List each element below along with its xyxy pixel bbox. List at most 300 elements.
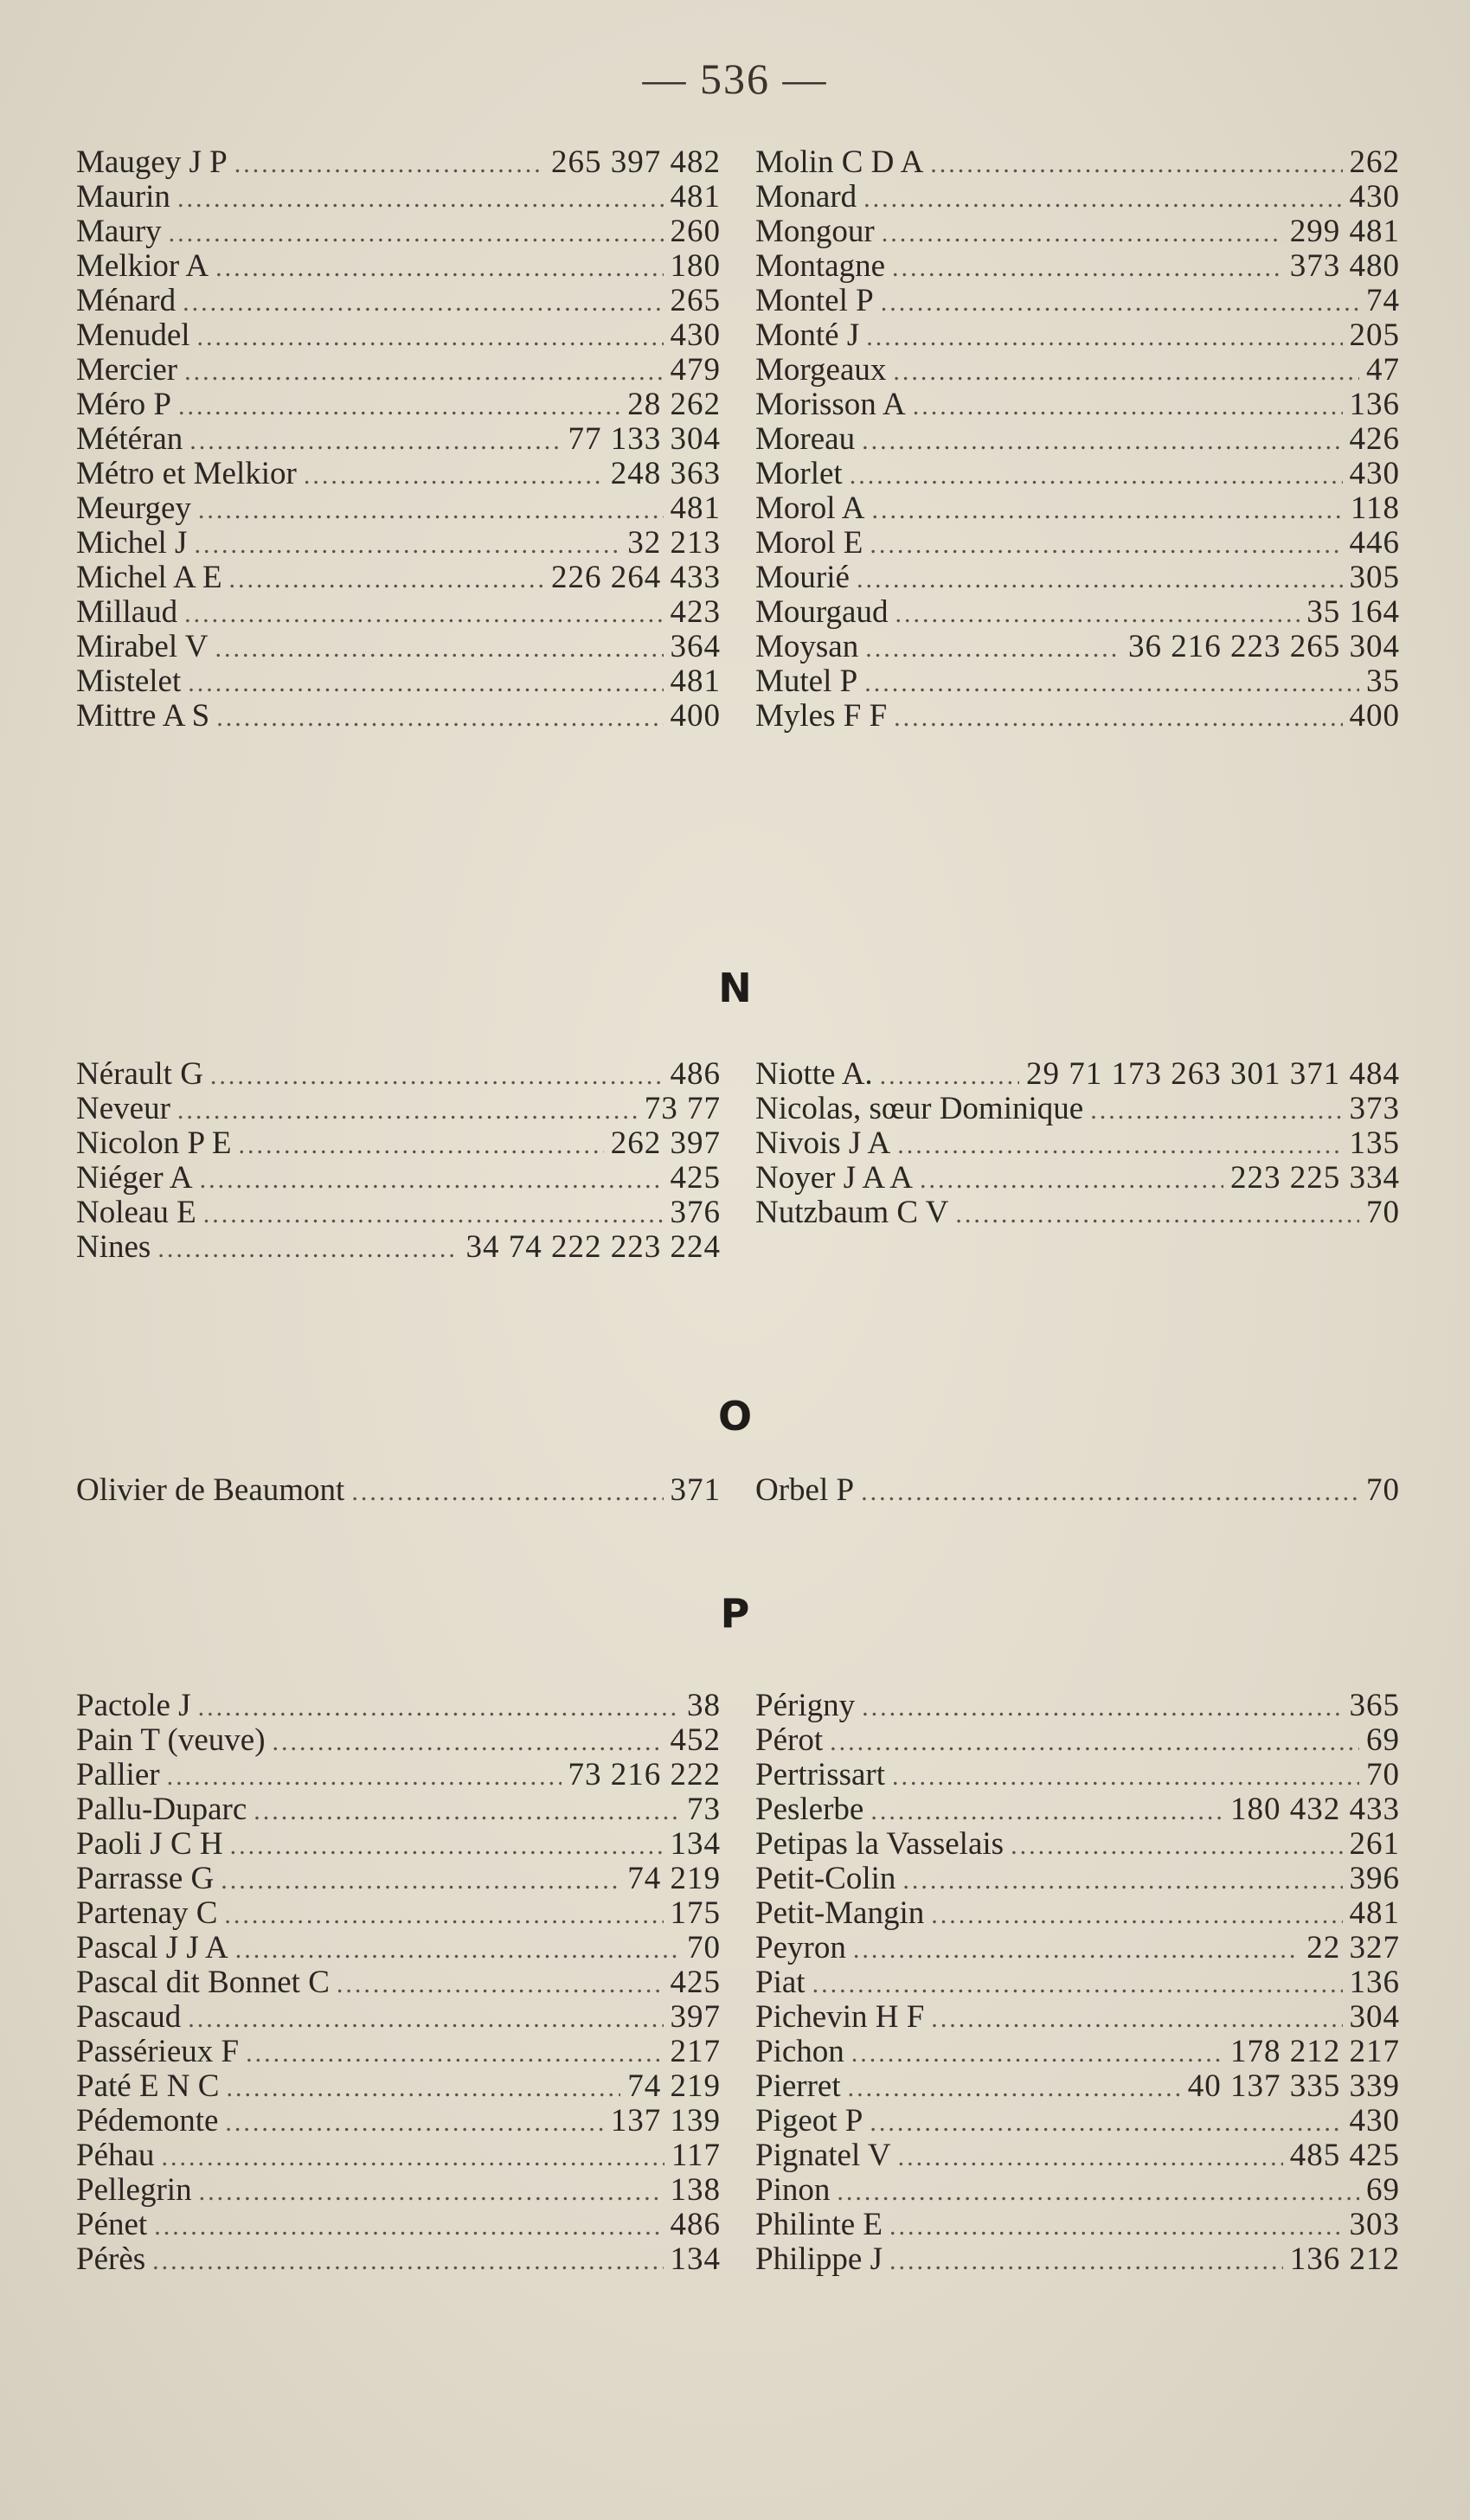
entry-name: Molin C D A — [755, 145, 924, 180]
index-entry — [755, 664, 1400, 699]
entry-pages: 486 — [670, 2208, 721, 2242]
index-entry — [76, 1723, 721, 1758]
index-entry — [76, 318, 721, 353]
index-entry — [755, 388, 1400, 422]
dot-leader — [895, 597, 1300, 630]
entry-name: Méro P — [76, 388, 171, 422]
entry-pages: 136 — [1349, 1965, 1400, 2000]
entry-name: Pertrissart — [755, 1758, 886, 1792]
entry-name: Ménard — [76, 284, 177, 318]
entry-name: Nutzbaum C V — [755, 1196, 949, 1230]
dot-leader — [210, 1059, 664, 1092]
index-entry — [76, 561, 721, 595]
index-entry — [76, 2104, 721, 2138]
dot-leader — [199, 2175, 664, 2208]
dot-leader — [857, 562, 1343, 595]
entry-name: Orbel P — [755, 1473, 855, 1508]
dot-leader — [188, 2002, 663, 2035]
index-entry — [755, 1896, 1400, 1931]
entry-pages: 365 — [1349, 1689, 1400, 1723]
dot-leader — [881, 285, 1359, 318]
dot-leader — [871, 493, 1343, 526]
dot-leader — [169, 216, 664, 249]
dot-leader — [892, 251, 1283, 284]
index-entry — [755, 2208, 1400, 2242]
index-entry — [755, 2242, 1400, 2277]
dot-leader — [234, 147, 544, 180]
entry-pages: 136 212 — [1289, 2242, 1400, 2277]
index-entry — [755, 1827, 1400, 1862]
dot-leader — [897, 1128, 1342, 1161]
entry-name: Petit-Mangin — [755, 1896, 925, 1931]
dot-leader — [246, 2036, 663, 2069]
entry-name: Pichevin H F — [755, 2000, 925, 2035]
dot-leader — [215, 251, 663, 284]
entry-name: Morol E — [755, 526, 863, 561]
entry-name: Niéger A — [76, 1161, 193, 1196]
dot-leader — [848, 2071, 1181, 2104]
index-entry — [755, 1758, 1400, 1792]
column-right — [755, 1057, 1400, 1265]
entry-name: Paoli J C H — [76, 1827, 223, 1862]
dot-leader — [188, 666, 663, 699]
index-entry — [755, 699, 1400, 734]
entry-pages: 481 — [670, 491, 721, 526]
entry-pages: 481 — [670, 664, 721, 699]
entry-name: Neveur — [76, 1092, 170, 1126]
index-entry — [76, 284, 721, 318]
entry-name: Maugey J P — [76, 145, 228, 180]
entry-pages: 73 77 — [644, 1092, 721, 1126]
dot-leader — [337, 1967, 664, 2000]
dot-leader — [197, 320, 664, 353]
entry-pages: 226 264 433 — [551, 561, 721, 595]
dot-leader — [183, 285, 663, 318]
entry-pages: 137 139 — [610, 2104, 721, 2138]
entry-pages: 175 — [670, 1896, 721, 1931]
index-entry — [76, 526, 721, 561]
entry-name: Pignatel V — [755, 2138, 891, 2173]
entry-name: Noleau E — [76, 1196, 196, 1230]
entry-pages: 486 — [670, 1057, 721, 1092]
entry-pages: 364 — [670, 630, 721, 664]
entry-name: Montel P — [755, 284, 874, 318]
dot-leader — [837, 2175, 1359, 2208]
entry-pages: 70 — [687, 1931, 721, 1965]
entry-name: Pinon — [755, 2173, 831, 2208]
entry-name: Petipas la Vasselais — [755, 1827, 1005, 1862]
dot-leader — [177, 1093, 638, 1126]
index-entry — [76, 1196, 721, 1230]
entry-name: Pain T (veuve) — [76, 1723, 266, 1758]
index-entry — [76, 1965, 721, 2000]
entry-pages: 452 — [670, 1723, 721, 1758]
dot-leader — [861, 1475, 1359, 1508]
entry-pages: 77 133 304 — [568, 422, 721, 457]
column-left — [76, 1473, 721, 1508]
entry-name: Parrasse G — [76, 1862, 215, 1896]
entry-pages: 22 327 — [1306, 1931, 1400, 1965]
index-entry — [755, 284, 1400, 318]
entry-name: Menudel — [76, 318, 190, 353]
entry-pages: 373 480 — [1289, 249, 1400, 284]
entry-name: Pérot — [755, 1723, 824, 1758]
entry-pages: 265 397 482 — [551, 145, 721, 180]
dot-leader — [898, 2140, 1283, 2173]
entry-name: Pascal J J A — [76, 1931, 228, 1965]
entry-name: Pellegrin — [76, 2173, 192, 2208]
entry-name: Maury — [76, 215, 162, 249]
entry-name: Morgeaux — [755, 353, 887, 388]
index-entry — [755, 2138, 1400, 2173]
entry-name: Mutel P — [755, 664, 858, 699]
dot-leader — [902, 1863, 1342, 1896]
dot-leader — [870, 528, 1342, 561]
index-entry — [755, 249, 1400, 284]
dot-leader — [152, 2244, 663, 2277]
index-entry — [76, 1473, 721, 1508]
dot-leader — [235, 1933, 680, 1965]
entry-pages: 423 — [670, 595, 721, 630]
index-entry — [76, 2000, 721, 2035]
dot-leader — [893, 355, 1359, 388]
entry-pages: 396 — [1349, 1862, 1400, 1896]
dot-leader — [894, 701, 1342, 734]
index-entry — [755, 1473, 1400, 1508]
section-o — [76, 1473, 1400, 1508]
index-entry — [76, 1057, 721, 1092]
entry-pages: 430 — [1349, 180, 1400, 215]
entry-pages: 446 — [1349, 526, 1400, 561]
index-entry — [76, 1931, 721, 1965]
entry-pages: 425 — [670, 1965, 721, 2000]
entry-name: Pascaud — [76, 2000, 182, 2035]
index-entry — [755, 1965, 1400, 2000]
entry-pages: 178 212 217 — [1230, 2035, 1400, 2069]
index-entry — [76, 2069, 721, 2104]
index-entry — [755, 595, 1400, 630]
entry-pages: 481 — [1349, 1896, 1400, 1931]
entry-name: Maurin — [76, 180, 170, 215]
entry-name: Métro et Melkior — [76, 457, 297, 491]
entry-pages: 74 — [1366, 284, 1400, 318]
section-letter-p: P — [720, 1590, 750, 1637]
dot-leader — [198, 1690, 680, 1723]
dot-leader — [866, 320, 1342, 353]
entry-name: Peslerbe — [755, 1792, 864, 1827]
entry-name: Pénet — [76, 2208, 148, 2242]
entry-name: Pérès — [76, 2242, 146, 2277]
entry-pages: 479 — [670, 353, 721, 388]
dot-leader — [862, 1690, 1342, 1723]
index-entry — [76, 1092, 721, 1126]
entry-pages: 430 — [1349, 457, 1400, 491]
entry-name: Pallier — [76, 1758, 160, 1792]
index-entry — [755, 491, 1400, 526]
entry-pages: 73 — [687, 1792, 721, 1827]
entry-name: Monard — [755, 180, 857, 215]
dot-leader — [1011, 1829, 1342, 1862]
dot-leader — [864, 666, 1359, 699]
dot-leader — [221, 1863, 620, 1896]
index-entry — [76, 180, 721, 215]
entry-pages: 430 — [1349, 2104, 1400, 2138]
entry-name: Partenay C — [76, 1896, 218, 1931]
index-entry — [76, 1792, 721, 1827]
entry-name: Passérieux F — [76, 2035, 240, 2069]
dot-leader — [230, 1829, 664, 1862]
entry-name: Moreau — [755, 422, 856, 457]
index-entry — [76, 1230, 721, 1265]
index-entry — [76, 699, 721, 734]
entry-name: Morlet — [755, 457, 843, 491]
index-entry — [755, 457, 1400, 491]
entry-name: Philinte E — [755, 2208, 883, 2242]
entry-pages: 70 — [1366, 1758, 1400, 1792]
section-letter-n: N — [718, 965, 752, 1011]
index-entry — [755, 1792, 1400, 1827]
index-entry — [755, 422, 1400, 457]
dot-leader — [870, 1794, 1223, 1827]
index-entry — [755, 1862, 1400, 1896]
dot-leader — [225, 2106, 603, 2138]
entry-name: Paté E N C — [76, 2069, 220, 2104]
entry-name: Pascal dit Bonnet C — [76, 1965, 330, 2000]
dot-leader — [167, 1760, 562, 1792]
index-entry — [755, 1196, 1400, 1230]
index-entry — [76, 457, 721, 491]
entry-pages: 485 425 — [1289, 2138, 1400, 2173]
section-n — [76, 1057, 1400, 1265]
entry-pages: 38 — [687, 1689, 721, 1723]
dot-leader — [154, 2209, 663, 2242]
index-entry — [755, 526, 1400, 561]
entry-name: Melkior A — [76, 249, 209, 284]
entry-pages: 376 — [670, 1196, 721, 1230]
entry-pages: 217 — [670, 2035, 721, 2069]
column-right — [755, 1689, 1400, 2277]
entry-pages: 74 219 — [627, 2069, 721, 2104]
index-entry — [755, 215, 1400, 249]
entry-pages: 371 — [670, 1473, 721, 1508]
entry-pages: 117 — [671, 2138, 721, 2173]
index-entry — [76, 2242, 721, 2277]
entry-name: Noyer J A A — [755, 1161, 913, 1196]
entry-name: Pactole J — [76, 1689, 191, 1723]
entry-name: Nicolon P E — [76, 1126, 232, 1161]
entry-name: Michel J — [76, 526, 188, 561]
dot-leader — [198, 493, 664, 526]
index-entry — [76, 2208, 721, 2242]
index-entry — [76, 2173, 721, 2208]
index-entry — [76, 1896, 721, 1931]
index-entry — [755, 1092, 1400, 1126]
entry-name: Piat — [755, 1965, 806, 2000]
index-entry — [76, 1862, 721, 1896]
entry-pages: 400 — [670, 699, 721, 734]
entry-name: Mourié — [755, 561, 850, 595]
dot-leader — [254, 1794, 680, 1827]
entry-pages: 373 — [1349, 1092, 1400, 1126]
index-entry — [76, 664, 721, 699]
entry-pages: 223 225 334 — [1230, 1161, 1400, 1196]
entry-name: Périgny — [755, 1689, 856, 1723]
dot-leader — [830, 1725, 1359, 1758]
entry-pages: 180 — [670, 249, 721, 284]
dot-leader — [203, 1197, 664, 1230]
dot-leader — [161, 2140, 664, 2173]
entry-name: Peyron — [755, 1931, 846, 1965]
dot-leader — [184, 597, 663, 630]
entry-pages: 136 — [1349, 388, 1400, 422]
entry-pages: 40 137 335 339 — [1187, 2069, 1400, 2104]
dot-leader — [184, 355, 663, 388]
index-entry — [76, 595, 721, 630]
entry-name: Pichon — [755, 2035, 844, 2069]
entry-name: Petit-Colin — [755, 1862, 896, 1896]
column-right — [755, 145, 1400, 734]
entry-name: Mongour — [755, 215, 875, 249]
index-entry — [755, 180, 1400, 215]
entry-name: Mistelet — [76, 664, 182, 699]
entry-pages: 36 216 223 265 304 — [1128, 630, 1400, 664]
page-number: — 536 — — [642, 55, 828, 103]
entry-pages: 138 — [670, 2173, 721, 2208]
entry-pages: 400 — [1349, 699, 1400, 734]
dot-leader — [351, 1475, 663, 1508]
entry-name: Nines — [76, 1230, 151, 1265]
index-entry — [755, 2104, 1400, 2138]
dot-leader — [1090, 1093, 1342, 1126]
index-entry — [76, 1758, 721, 1792]
dot-leader — [851, 2036, 1223, 2069]
dot-leader — [931, 2002, 1342, 2035]
entry-name: Niotte A. — [755, 1057, 873, 1092]
entry-name: Morisson A — [755, 388, 906, 422]
entry-pages: 248 363 — [610, 457, 721, 491]
index-entry — [76, 249, 721, 284]
index-entry — [76, 215, 721, 249]
section-letter-o: O — [717, 1393, 753, 1440]
dot-leader — [273, 1725, 664, 1758]
index-entry — [755, 353, 1400, 388]
index-entry — [76, 1827, 721, 1862]
entry-pages: 118 — [1350, 491, 1400, 526]
dot-leader — [226, 2071, 620, 2104]
entry-pages: 32 213 — [627, 526, 721, 561]
entry-pages: 29 71 173 263 301 371 484 — [1026, 1057, 1400, 1092]
entry-pages: 70 — [1366, 1473, 1400, 1508]
index-entry — [755, 630, 1400, 664]
entry-pages: 425 — [670, 1161, 721, 1196]
entry-pages: 303 — [1349, 2208, 1400, 2242]
dot-leader — [863, 182, 1342, 215]
entry-name: Pierret — [755, 2069, 841, 2104]
dot-leader — [850, 458, 1343, 491]
dot-leader — [931, 1898, 1342, 1931]
entry-pages: 430 — [670, 318, 721, 353]
entry-pages: 205 — [1349, 318, 1400, 353]
dot-leader — [889, 2209, 1343, 2242]
dot-leader — [216, 701, 663, 734]
column-left — [76, 1689, 721, 2277]
entry-pages: 180 432 433 — [1230, 1792, 1400, 1827]
entry-pages: 260 — [670, 215, 721, 249]
dot-leader — [177, 182, 664, 215]
dot-leader — [304, 458, 604, 491]
entry-pages: 265 — [670, 284, 721, 318]
index-entry — [755, 2000, 1400, 2035]
entry-pages: 397 — [670, 2000, 721, 2035]
entry-name: Pallu-Duparc — [76, 1792, 247, 1827]
index-entry — [76, 353, 721, 388]
column-left — [76, 145, 721, 734]
dot-leader — [215, 632, 663, 664]
entry-pages: 426 — [1349, 422, 1400, 457]
index-entry — [755, 1689, 1400, 1723]
index-entry — [755, 145, 1400, 180]
index-entry — [76, 388, 721, 422]
entry-name: Philippe J — [755, 2242, 883, 2277]
index-entry — [76, 1126, 721, 1161]
entry-pages: 35 164 — [1306, 595, 1400, 630]
entry-pages: 135 — [1349, 1126, 1400, 1161]
entry-pages: 481 — [670, 180, 721, 215]
dot-leader — [892, 1760, 1359, 1792]
entry-name: Mercier — [76, 353, 178, 388]
index-entry — [76, 422, 721, 457]
dot-leader — [200, 1163, 664, 1196]
entry-name: Nérault G — [76, 1057, 203, 1092]
dot-leader — [882, 216, 1283, 249]
index-entry — [76, 1161, 721, 1196]
entry-pages: 134 — [670, 2242, 721, 2277]
dot-leader — [870, 2106, 1342, 2138]
entry-pages: 69 — [1366, 1723, 1400, 1758]
index-entry — [76, 630, 721, 664]
entry-name: Nicolas, sœur Dominique — [755, 1092, 1084, 1126]
entry-name: Millaud — [76, 595, 178, 630]
entry-name: Péhau — [76, 2138, 155, 2173]
entry-name: Mittre A S — [76, 699, 210, 734]
entry-name: Nivois J A — [755, 1126, 891, 1161]
dot-leader — [229, 562, 544, 595]
entry-pages: 70 — [1366, 1196, 1400, 1230]
index-entry — [755, 318, 1400, 353]
index-entry — [755, 2035, 1400, 2069]
entry-name: Meurgey — [76, 491, 191, 526]
index-entry — [755, 561, 1400, 595]
dot-leader — [955, 1197, 1359, 1230]
index-entry — [755, 1931, 1400, 1965]
dot-leader — [920, 1163, 1223, 1196]
dot-leader — [853, 1933, 1300, 1965]
entry-name: Mirabel V — [76, 630, 209, 664]
entry-pages: 28 262 — [627, 388, 721, 422]
entry-name: Myles F F — [755, 699, 888, 734]
entry-pages: 299 481 — [1289, 215, 1400, 249]
index-entry — [76, 2035, 721, 2069]
entry-pages: 305 — [1349, 561, 1400, 595]
entry-pages: 34 74 222 223 224 — [465, 1230, 721, 1265]
dot-leader — [880, 1059, 1019, 1092]
index-entry — [76, 2138, 721, 2173]
dot-leader — [812, 1967, 1343, 2000]
entry-name: Moysan — [755, 630, 859, 664]
column-left — [76, 1057, 721, 1265]
dot-leader — [178, 389, 620, 422]
entry-pages: 69 — [1366, 2173, 1400, 2208]
